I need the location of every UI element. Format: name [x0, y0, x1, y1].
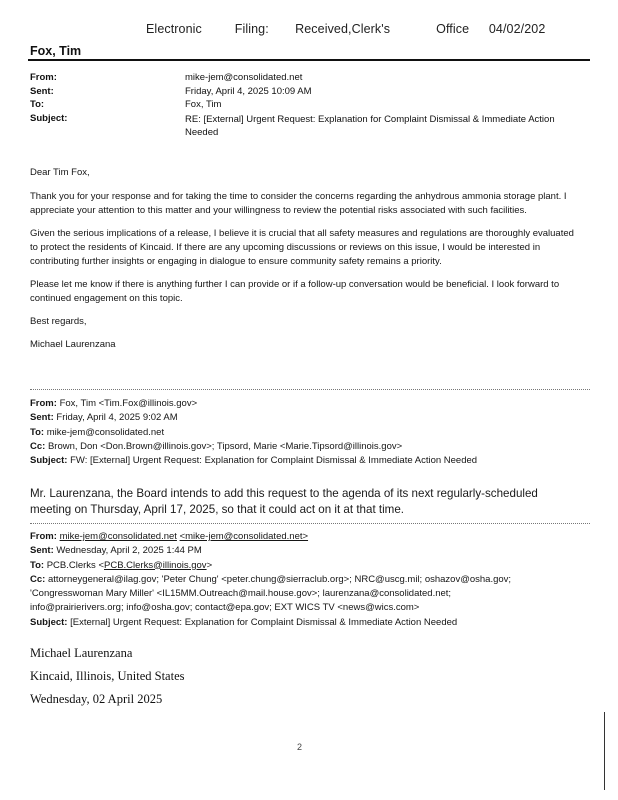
header-rule	[28, 59, 590, 61]
fw1-subject-label: Subject:	[30, 455, 68, 467]
fw1-to-label: To:	[30, 426, 45, 438]
fw1-cc-value: Brown, Don <Don.Brown@illinois.gov>; Tipsord, Marie <Marie.Tipsord@illinois.gov>	[47, 440, 403, 452]
closing: Best regards,	[30, 316, 87, 327]
fw2-from-bracket[interactable]: <mike-jem@consolidated.net>	[179, 531, 309, 542]
fw2-to-label: To:	[30, 559, 45, 571]
fw1-cc-label: Cc:	[30, 440, 46, 452]
signature-date: Wednesday, 02 April 2025	[30, 692, 163, 706]
sent-value: Friday, April 4, 2025 10:09 AM	[185, 86, 312, 97]
body-signature: Michael Laurenzana	[30, 339, 116, 350]
fw1-from-label: From:	[30, 398, 57, 409]
from-label: From:	[30, 72, 57, 83]
signature-location: Kincaid, Illinois, United States	[30, 669, 185, 683]
stamp-date: 04/02/202	[488, 22, 546, 36]
filing-stamp	[146, 22, 545, 36]
fw2-subject-label: Subject:	[30, 616, 68, 628]
fw2-subject-value: [External] Urgent Request: Explanation for Complaint Dismissal & Immediate Action Needed	[70, 616, 458, 628]
fw2-cc-label: Cc:	[30, 573, 46, 585]
fw2-from-label: From:	[30, 531, 57, 542]
signature-name: Michael Laurenzana	[30, 646, 133, 660]
greeting: Dear Tim Fox,	[30, 167, 90, 178]
subject-label: Subject:	[30, 113, 68, 124]
body-paragraph-3: Please let me know if there is anything further I can provide or if a follow-up conversation would be beneficial. I look forward to continued engagement on this topic.	[30, 279, 560, 304]
fw1-subject-value: FW: [External] Urgent Request: Explanation for Complaint Dismissal & Immediate Action Needed	[70, 455, 478, 467]
forward-header-2	[30, 530, 590, 630]
fw2-cc-line-3[interactable]: info@prairierivers.org; info@osha.gov; contact@epa.gov; EXT WICS TV <news@wics.com>	[30, 602, 420, 614]
email-body	[30, 166, 578, 352]
to-value: Fox, Tim	[185, 99, 222, 110]
body-paragraph-2: Given the serious implications of a release, I believe it is crucial that all safety measures and regulations are thoroughly evaluated to protect the residents of Kincaid. If there are any upcoming discussions or reviews on this issue, I would be interested in contributing further insights or engaging in dialogue to ensure community safety remains a priority.	[30, 228, 574, 267]
fw2-from-link[interactable]: mike-jem@consolidated.net	[59, 531, 177, 542]
fw1-sent-value: Friday, April 4, 2025 9:02 AM	[56, 412, 178, 424]
stamp-received: Received,Clerk's	[295, 22, 391, 36]
separator-dots	[30, 389, 590, 391]
stamp-office: Office	[436, 22, 470, 36]
forward-header-1	[30, 397, 590, 468]
to-label: To:	[30, 99, 45, 110]
fw2-sent-label: Sent:	[30, 545, 54, 557]
fw2-cc-line-2[interactable]: 'Congresswoman Mary Miller' <IL15MM.Outreach@mail.house.gov>; laurenzana@consolidated.net;	[30, 588, 452, 600]
body-paragraph-1: Thank you for your response and for taking the time to consider the concerns regarding the anhydrous ammonia storage plant. I appreciate your attention to this matter and your willingness to review the potential risks associated with such facilities.	[30, 191, 567, 216]
fw1-to-value: mike-jem@consolidated.net	[46, 426, 165, 438]
fw2-to-link[interactable]: PCB.Clerks@illinois.gov	[104, 559, 207, 571]
fw1-sent-label: Sent:	[30, 412, 54, 424]
board-note: Mr. Laurenzana, the Board intends to add this request to the agenda of its next regularly-scheduled meeting on Thursday, April 17, 2025, so that it could act on it at that time.	[30, 487, 538, 516]
separator-dots-2	[30, 523, 590, 525]
scan-edge-mark	[604, 712, 605, 790]
sender-name: Fox, Tim	[30, 44, 82, 58]
subject-value: RE: [External] Urgent Request: Explanation for Complaint Dismissal & Immediate Action Needed	[185, 114, 555, 138]
from-value: mike-jem@consolidated.net	[185, 72, 303, 83]
page-number: 2	[297, 742, 303, 752]
fw2-to-prefix: PCB.Clerks <	[46, 559, 104, 571]
stamp-electronic: Electronic	[146, 22, 202, 36]
fw2-cc-line-1[interactable]: attorneygeneral@ilag.gov; 'Peter Chung' <peter.chung@sierraclub.org>; NRC@uscg.mil; oshazov@osha.gov;	[47, 573, 512, 585]
fw2-sent-value: Wednesday, April 2, 2025 1:44 PM	[56, 545, 202, 557]
fw2-to-suffix: >	[206, 559, 213, 571]
sent-label: Sent:	[30, 86, 54, 97]
fw1-from-value: Fox, Tim <Tim.Fox@illinois.gov>	[59, 398, 198, 409]
stamp-filing: Filing:	[234, 22, 269, 36]
